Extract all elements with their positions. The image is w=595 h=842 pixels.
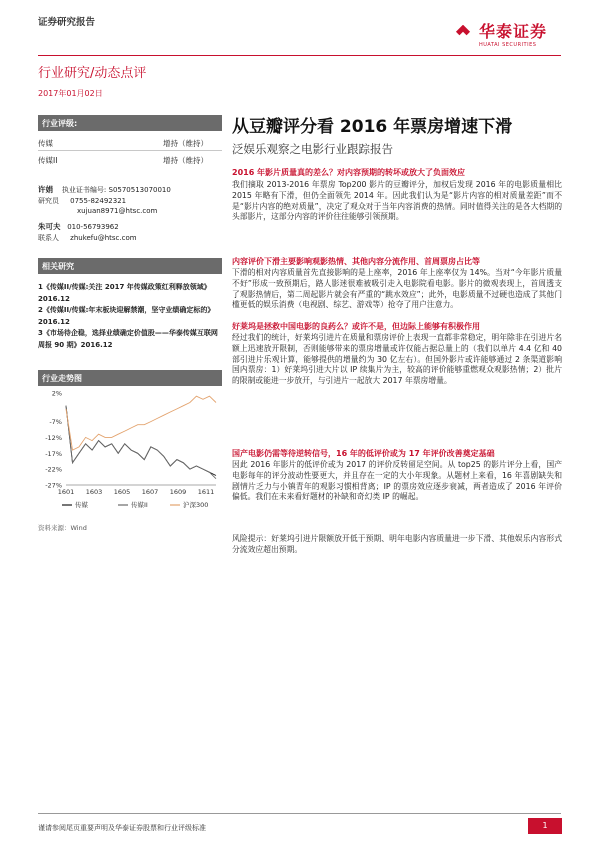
- contact-phone: 010-56793962: [67, 223, 119, 231]
- analyst-role: 研究员: [38, 196, 59, 205]
- logo-en: HUATAI SECURITIES: [479, 42, 537, 48]
- series-line: [66, 406, 216, 476]
- legend-label: 沪深300: [183, 501, 209, 509]
- industry-trend-chart: [38, 385, 222, 515]
- report-date: 2017年01月02日: [38, 89, 103, 98]
- report-type: 证券研究报告: [38, 17, 96, 28]
- header-divider: [38, 55, 561, 56]
- rating-name: 传媒II: [38, 156, 58, 165]
- report-category: 行业研究/动态点评: [38, 66, 147, 81]
- related-title-bar: 相关研究: [38, 258, 222, 274]
- section-body: 经过我们的统计，好莱坞引进片在质量和票房评价上表现一直都非常稳定，明年除非在引进片名额上迅速放开限制，否则能够带来的票房增量或许仅能占据总量上的（我们以单片 4.4 亿和 40 部引进片乐观计算，能够提供的增量约为 30 亿左右）。但国外影片或许能够通过 2 条渠道影响国内票房：1）好莱坞引进大片以 IP 续集片为主，较高的评价能够重燃观众观影热情；2）批片的限制或能进一步放开，与引进片一起放大 2017 年票房增量。: [232, 333, 562, 386]
- legend-label: 传媒: [75, 501, 88, 509]
- contact-email[interactable]: zhukefu@htsc.com: [70, 233, 137, 242]
- analyst-label: 执业证书编号:: [61, 186, 107, 194]
- x-tick-label: 1609: [169, 488, 187, 496]
- y-tick-label: -17%: [45, 449, 62, 458]
- section-body: 下滑的相对内容质量首先直接影响的是上座率，2016 年上座率仅为 14%。当对“今年影片质量不好”形成一致预期后，路人影迷很难被吸引走入电影院看电影。影片的微观表现上，首周透支了观影热情后，第二周起影片就会有严重的“跳水效应”；此外，电影质量不过硬也造成了其他门槛更低的娱乐消费（电视剧、综艺、游戏等）抢夺了用户注意力。: [232, 268, 562, 310]
- analyst-email[interactable]: xujuan8971@htsc.com: [77, 207, 158, 215]
- x-tick-label: 1605: [113, 488, 131, 496]
- section-body: 我们摘取 2013-2016 年票房 Top200 影片的豆瓣评分，加权后发现 2016 年的电影质量相比 2015 年略有下滑，但仍全面领先 2014 年。因此我们认为是“影片内容的相对质量差距”而不是“影片内容的绝对质量”，决定了观众对于当年内容消费的热情。同时值得关注的是各大档期的头部影片，这部分内容的评价往往能够引领预期。: [232, 180, 562, 222]
- y-tick-label: -7%: [49, 418, 62, 427]
- contact-block: [38, 222, 137, 243]
- rating-row: [38, 155, 222, 166]
- x-tick-label: 1611: [197, 488, 215, 496]
- logo-cn: 华泰证券: [479, 22, 548, 41]
- rating-name: 传媒: [38, 139, 53, 148]
- x-tick-label: 1607: [141, 488, 159, 496]
- legend-label: 传媒II: [131, 501, 148, 509]
- trend-title-bar: 行业走势图: [38, 370, 222, 386]
- rating-divider: [38, 150, 222, 151]
- related-item[interactable]: 2《传媒II/传媒:年末板块迎解禁潮，坚守业绩确定标的》2016.12: [38, 306, 215, 326]
- chart-source: 资料来源：Wind: [38, 524, 87, 532]
- related-item[interactable]: 1《传媒II/传媒:关注 2017 年传媒政策红利释放领域》2016.12: [38, 283, 211, 303]
- huatai-logo-icon: [452, 25, 474, 47]
- y-tick-label: -12%: [45, 433, 62, 442]
- footer-disclaimer: 谨请参阅尾页重要声明及华泰证券股票和行业评级标准: [38, 824, 206, 832]
- report-subtitle: 泛娱乐观察之电影行业跟踪报告: [232, 142, 393, 156]
- footer-divider: [38, 813, 561, 814]
- x-tick-label: 1601: [57, 488, 75, 496]
- analyst-phone: 0755-82492321: [70, 196, 127, 205]
- risk-warning: 风险提示：好莱坞引进片限额放开低于预期、明年电影内容质量进一步下滑、其他娱乐内容形式分流效应超出预期。: [232, 534, 562, 554]
- related-item[interactable]: 3《市场待企稳，选择业绩确定价值股——华泰传媒互联网周报 90 期》2016.12: [38, 329, 218, 349]
- analyst-name: 许娟: [38, 185, 53, 194]
- section-heading: 好莱坞是拯救中国电影的良药么？或许不是，但边际上能够有积极作用: [232, 322, 480, 331]
- section-heading: 国产电影仍需等待逆转信号，16 年的低评价或为 17 年评价改善奠定基础: [232, 449, 495, 458]
- x-tick-label: 1603: [85, 488, 103, 496]
- rating-row: [38, 138, 222, 149]
- y-tick-label: 2%: [51, 389, 62, 398]
- report-title: 从豆瓣评分看 2016 年票房增速下滑: [232, 117, 513, 137]
- section-heading: 内容评价下滑主要影响观影热情、其他内容分流作用、首周票房占比等: [232, 257, 480, 266]
- page-number: 1: [528, 818, 562, 834]
- related-list: [38, 282, 222, 351]
- section-body: 因此 2016 年影片的低评价或为 2017 的评价反转留足空间。从 top25 的影片评分上看，国产电影每年的评分波动性要更大，并且存在一定的大小年现象。从题材上来看，16 年喜剧缺失和剧情片乏力与小镇青年的观影习惯相背离；IP 的票房效应逐步衰减，两者造成了 2016 年评价偏低。我们在未来看好题材的补缺和奇幻类 IP 的崛起。: [232, 460, 562, 502]
- analyst-cert: S0570513070010: [108, 186, 171, 194]
- rating-title-bar: 行业评级:: [38, 115, 222, 131]
- series-line: [66, 406, 216, 479]
- trend-chart-svg: [38, 385, 222, 515]
- contact-role: 联系人: [38, 233, 59, 242]
- y-tick-label: -27%: [45, 481, 62, 490]
- section-heading: 2016 年影片质量真的差么？对内容预期的转坏或放大了负面效应: [232, 168, 466, 177]
- contact-name: 朱可夫: [38, 222, 61, 231]
- analyst-block: [38, 185, 171, 217]
- rating-value: 增持（维持）: [163, 139, 208, 148]
- company-logo: [452, 24, 547, 48]
- y-tick-label: -22%: [45, 465, 62, 474]
- rating-value: 增持（维持）: [163, 156, 208, 165]
- series-line: [66, 396, 216, 450]
